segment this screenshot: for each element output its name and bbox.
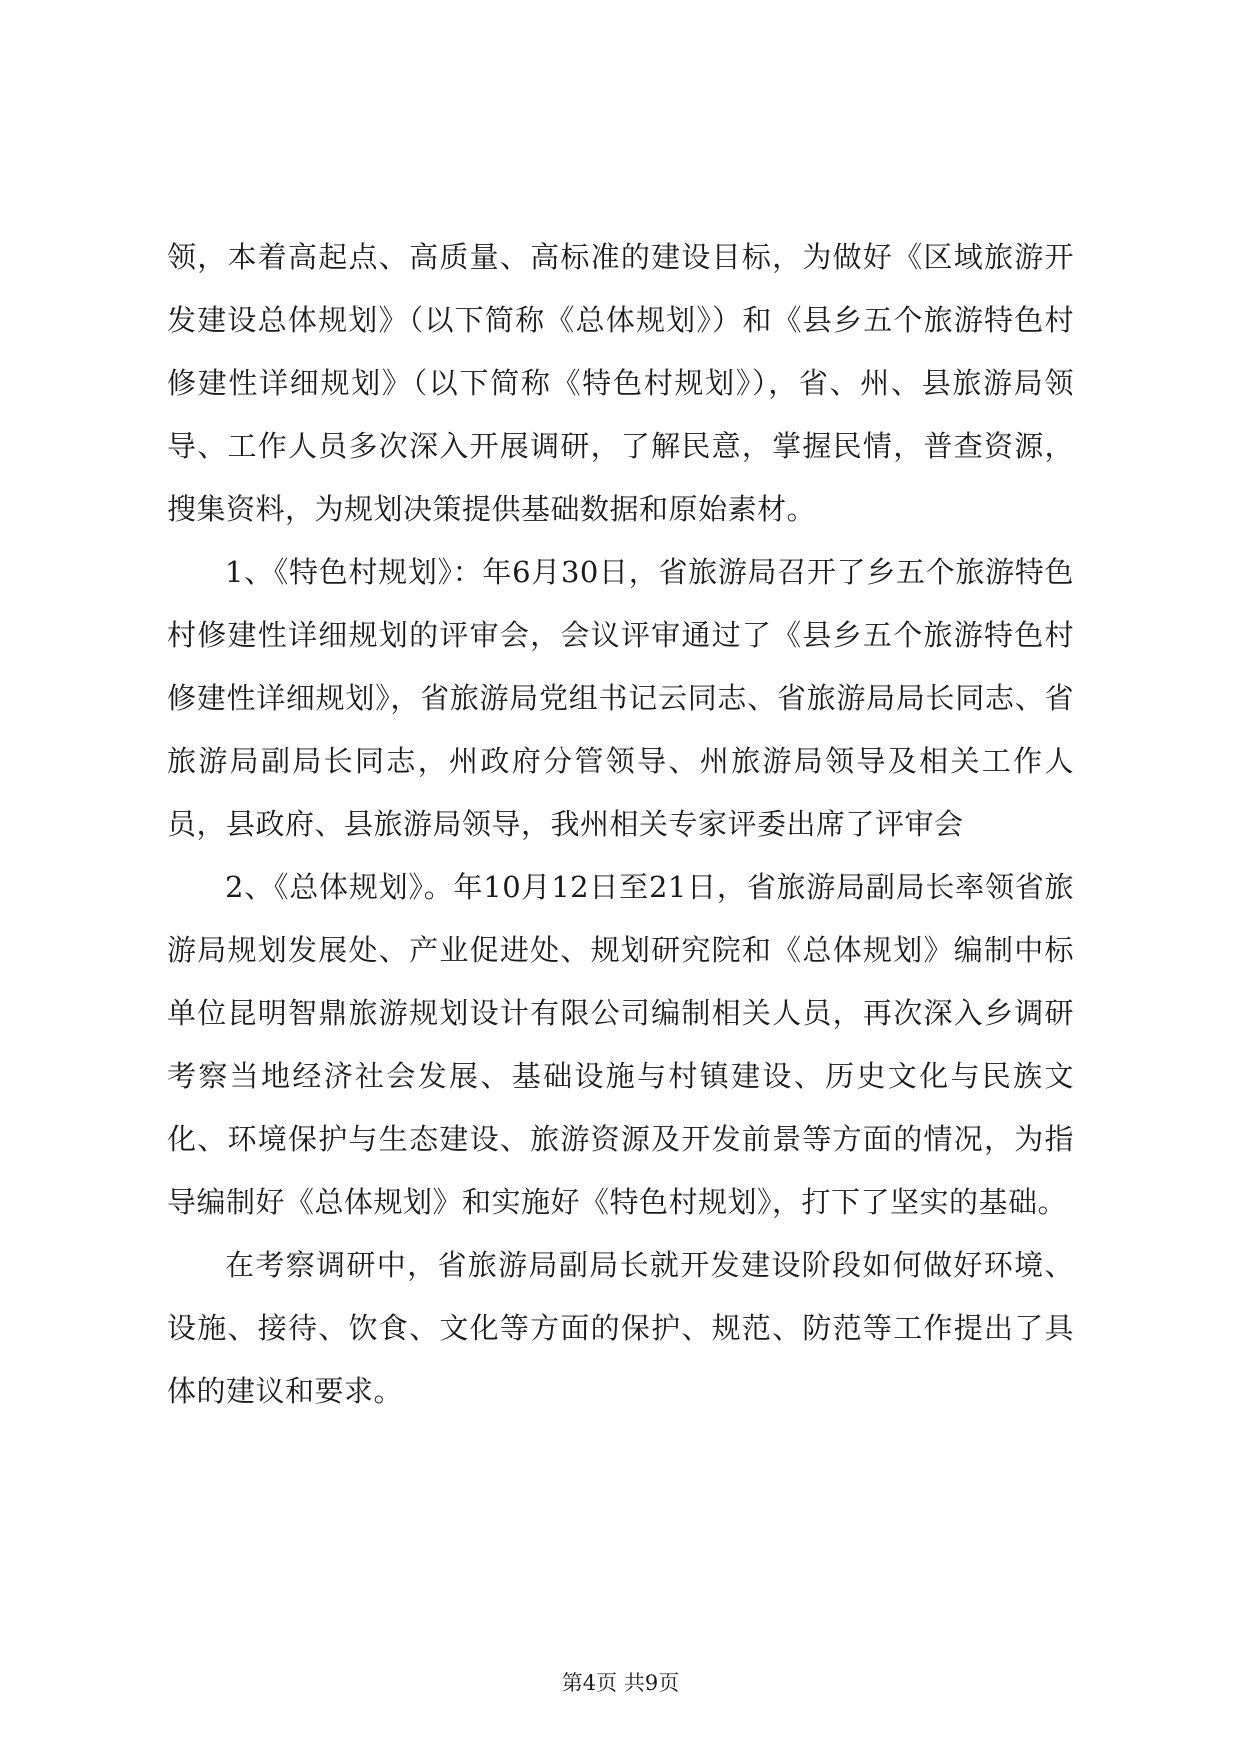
page-number-label: 第4页 共9页 [561, 1671, 680, 1695]
document-body [167, 226, 1074, 1423]
paragraph-item-2: 2、《总体规划》。年10月12日至21日，省旅游局副局长率领省旅游局规划发展处、产业促进处、规划研究院和《总体规划》编制中标单位昆明智鼎旅游规划设计有限公司编制相关人员，再次深入乡调研考察当地经济社会发展、基础设施与村镇建设、历史文化与民族文化、环境保护与生态建设、旅游资源及开发前景等方面的情况，为指导编制好《总体规划》和实施好《特色村规划》，打下了坚实的基础。 [167, 870, 1074, 1219]
paragraph-closing: 在考察调研中，省旅游局副局长就开发建设阶段如何做好环境、设施、接待、饮食、文化等方面的保护、规范、防范等工作提出了具体的建议和要求。 [167, 1248, 1074, 1408]
paragraph-item-1: 1、《特色村规划》：年6月30日，省旅游局召开了乡五个旅游特色村修建性详细规划的评审会，会议评审通过了《县乡五个旅游特色村修建性详细规划》，省旅游局党组书记云同志、省旅游局局长同志、省旅游局副局长同志，州政府分管领导、州旅游局领导及相关工作人员，县政府、县旅游局领导，我州相关专家评委出席了评审会 [167, 555, 1074, 841]
paragraph-continuation: 领，本着高起点、高质量、高标准的建设目标，为做好《区域旅游开发建设总体规划》（以下简称《总体规划》）和《县乡五个旅游特色村修建性详细规划》（以下简称《特色村规划》），省、州、县旅游局领导、工作人员多次深入开展调研，了解民意，掌握民情，普查资源，搜集资料，为规划决策提供基础数据和原始素材。 [167, 240, 1074, 526]
page-footer [0, 1668, 1241, 1698]
